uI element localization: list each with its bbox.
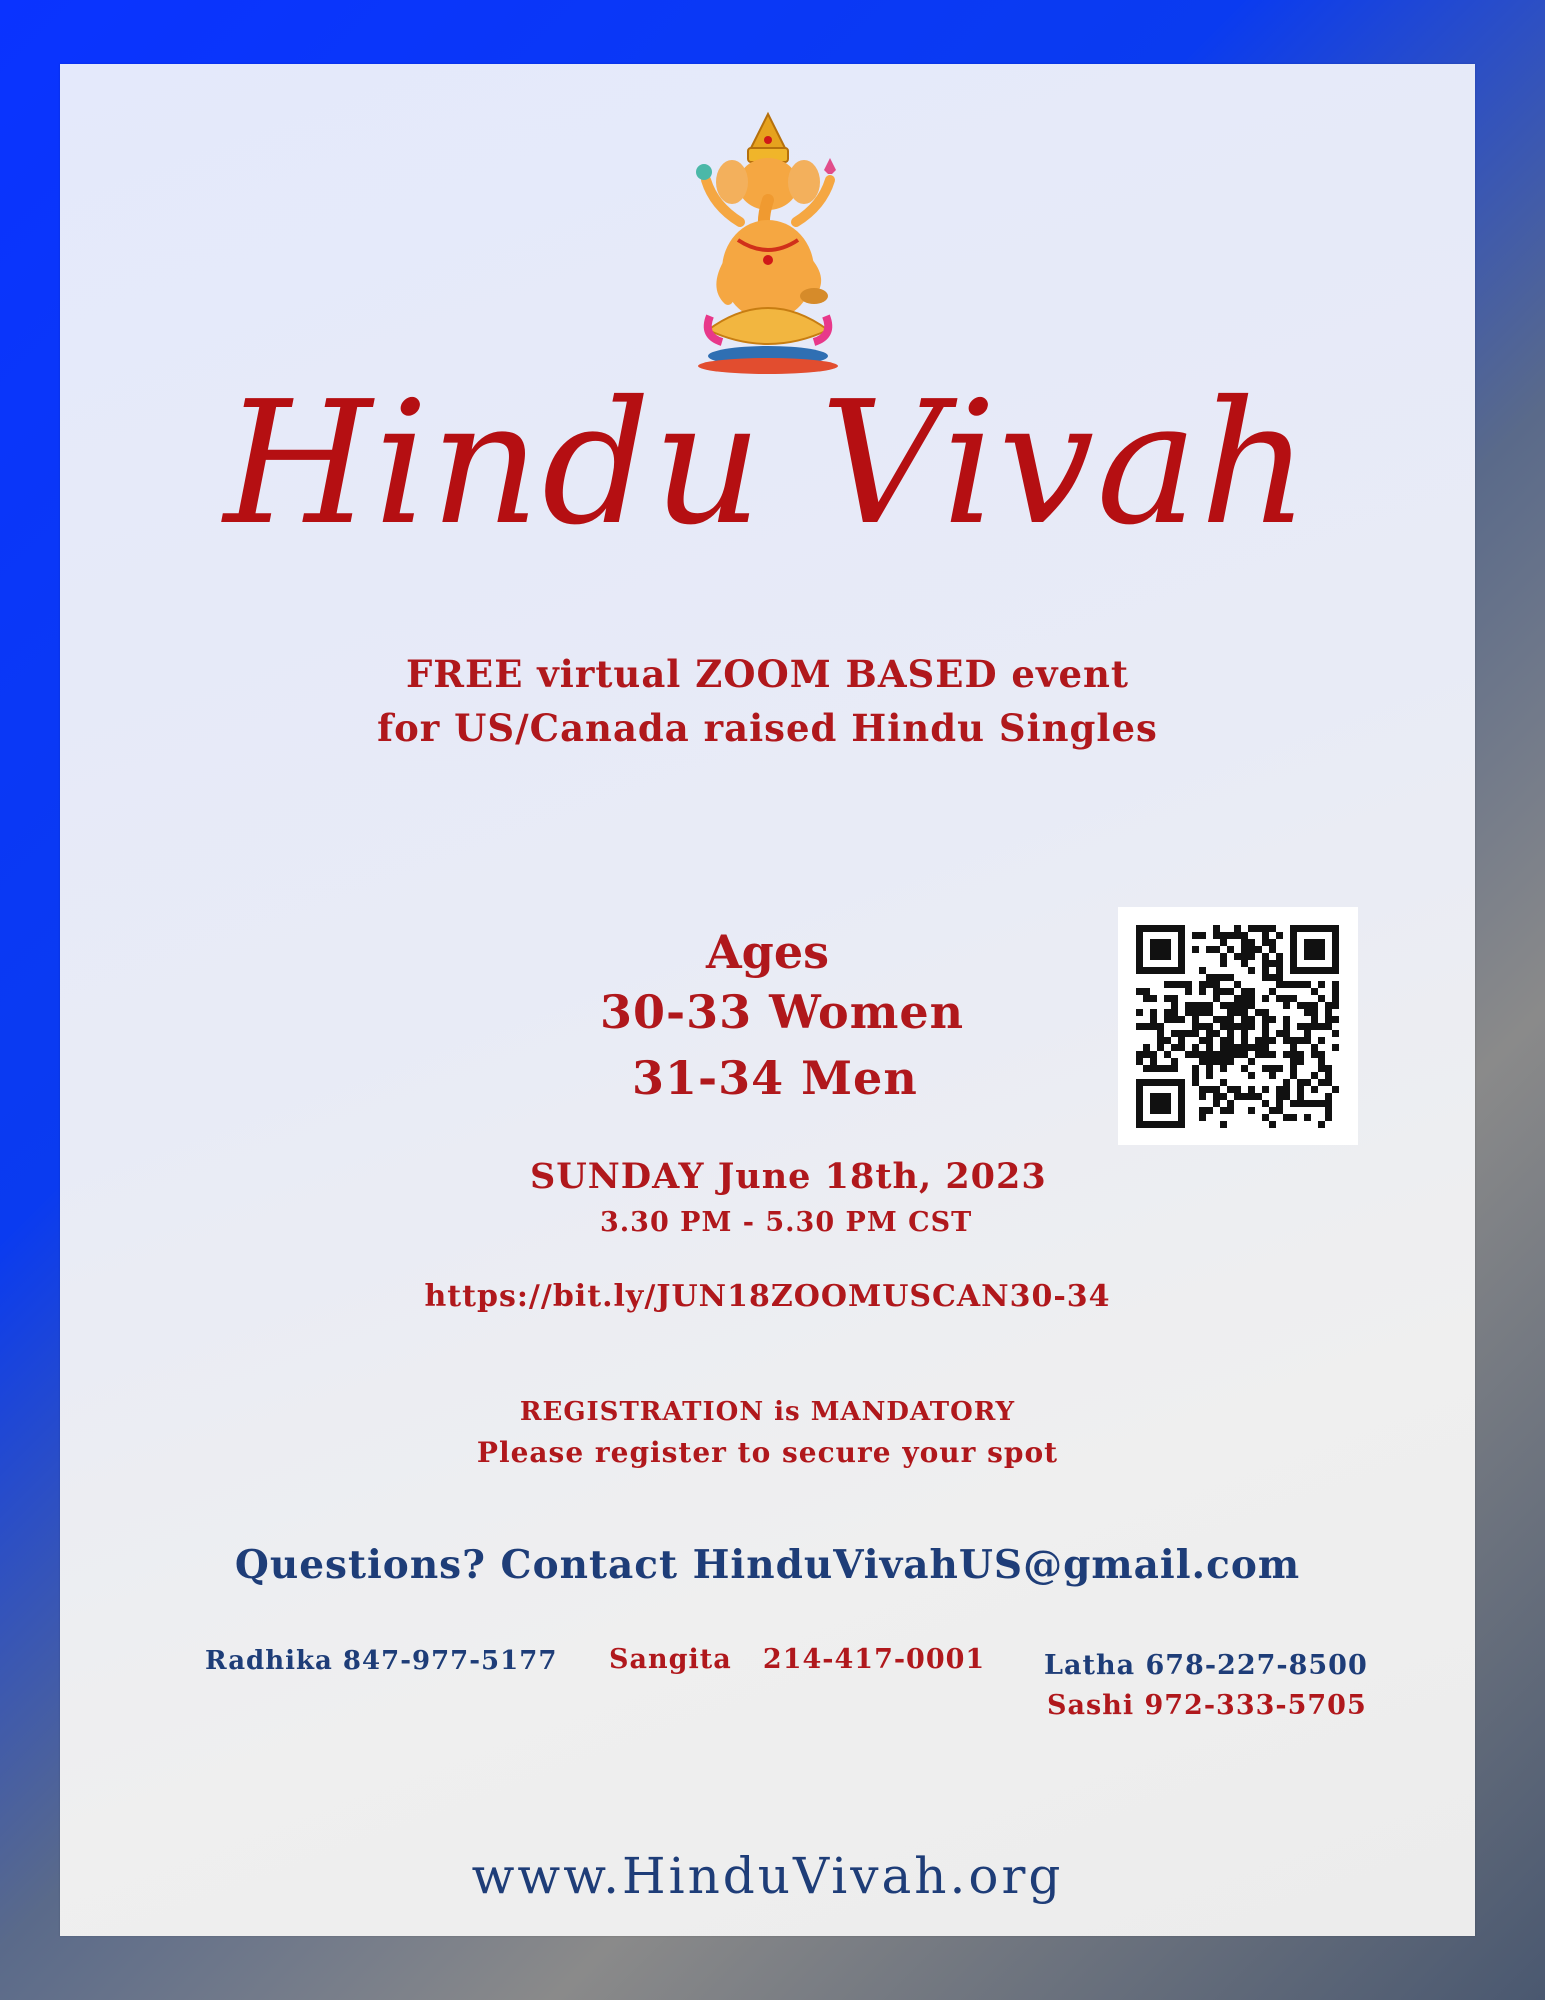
registration-link[interactable]: https://bit.ly/JUN18ZOOMUSCAN30-34 — [424, 1279, 1111, 1314]
website-link[interactable]: www.HinduVivah.org — [471, 1847, 1064, 1905]
flyer-sheet — [60, 64, 1475, 1936]
registration-note: Please register to secure your spot — [476, 1436, 1059, 1469]
intro-line-1: FREE virtual ZOOM BASED event — [405, 652, 1129, 696]
event-date: SUNDAY June 18th, 2023 — [530, 1156, 1047, 1197]
ages-label: Ages — [705, 925, 830, 979]
event-time: 3.30 PM - 5.30 PM CST — [600, 1207, 973, 1238]
qr-code-icon — [1118, 907, 1358, 1145]
ages-women: 30-33 Women — [600, 985, 965, 1039]
ganesha-illustration-icon — [688, 110, 848, 378]
contact-sangita: Sangita 214-417-0001 — [609, 1644, 986, 1675]
contact-latha: Latha 678-227-8500 — [1044, 1650, 1368, 1681]
qr-code[interactable] — [1118, 907, 1358, 1145]
contact-sashi: Sashi 972-333-5705 — [1047, 1690, 1367, 1721]
registration-mandatory: REGISTRATION is MANDATORY — [519, 1397, 1016, 1427]
ages-men: 31-34 Men — [632, 1051, 918, 1105]
contact-radhika: Radhika 847-977-5177 — [205, 1646, 558, 1676]
intro-line-2: for US/Canada raised Hindu Singles — [377, 706, 1158, 750]
event-title: Hindu Vivah — [223, 365, 1312, 563]
contact-headline[interactable]: Questions? Contact HinduVivahUS@gmail.com — [234, 1542, 1301, 1588]
